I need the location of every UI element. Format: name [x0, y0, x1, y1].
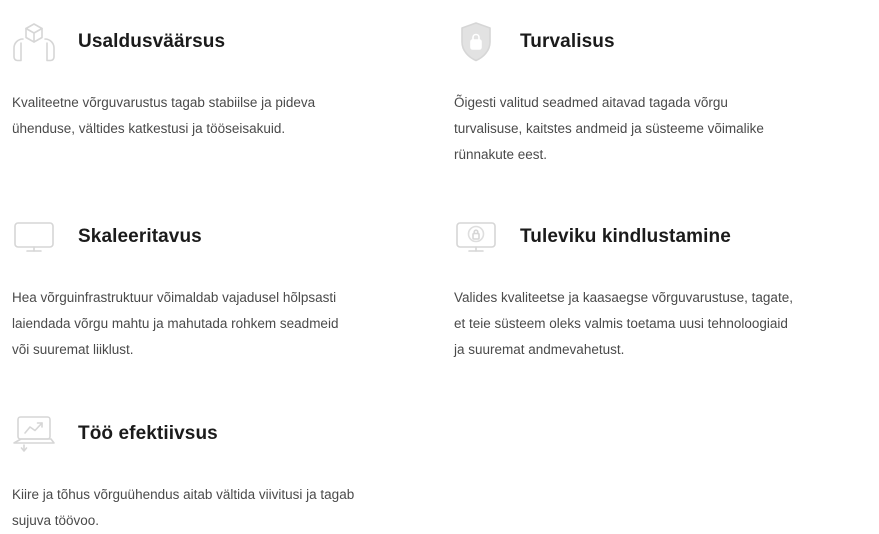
shield-lock-icon [450, 16, 502, 68]
feature-card-skaleeritavus [8, 203, 408, 363]
feature-description: Valides kvaliteetse ja kaasaegse võrguvarustuse, tagate, et teie süsteem oleks valmis toetama uusi tehnoloogiaid ja suuremat andmevahetust. [454, 290, 793, 357]
feature-title: Tuleviku kindlustamine [520, 225, 731, 247]
monitor-icon [8, 211, 60, 263]
feature-title: Usaldusväärsus [78, 30, 226, 52]
feature-description: Hea võrguinfrastruktuur võimaldab vajadusel hõlpsasti laiendada võrgu mahtu ja mahutada rohkem seadmeid või suuremat liiklust. [12, 290, 339, 357]
feature-card-turvalisus [450, 8, 850, 168]
feature-title: Skaleeritavus [78, 225, 202, 247]
feature-card-too-efektiivsus [8, 400, 408, 534]
feature-header [8, 400, 408, 468]
hands-holding-box-icon [8, 16, 60, 68]
feature-header [8, 203, 408, 271]
feature-header [450, 8, 850, 76]
laptop-arrow-icon [8, 408, 60, 460]
feature-header [450, 203, 850, 271]
feature-description: Õigesti valitud seadmed aitavad tagada võrgu turvalisuse, kaitstes andmeid ja süsteeme võimalike rünnakute eest. [454, 95, 764, 162]
monitor-lock-icon [450, 211, 502, 263]
feature-description: Kiire ja tõhus võrguühendus aitab vältida viivitusi ja tagab sujuva töövoo. [12, 487, 355, 528]
feature-title: Turvalisus [520, 30, 615, 52]
feature-card-tuleviku-kindlustamine [450, 203, 850, 363]
feature-description: Kvaliteetne võrguvarustus tagab stabiilse ja pideva ühenduse, vältides katkestusi ja tööseisakuid. [12, 95, 316, 136]
feature-header [8, 8, 408, 76]
feature-card-usaldusvaarsus [8, 8, 408, 142]
feature-title: Töö efektiivsus [78, 422, 218, 444]
